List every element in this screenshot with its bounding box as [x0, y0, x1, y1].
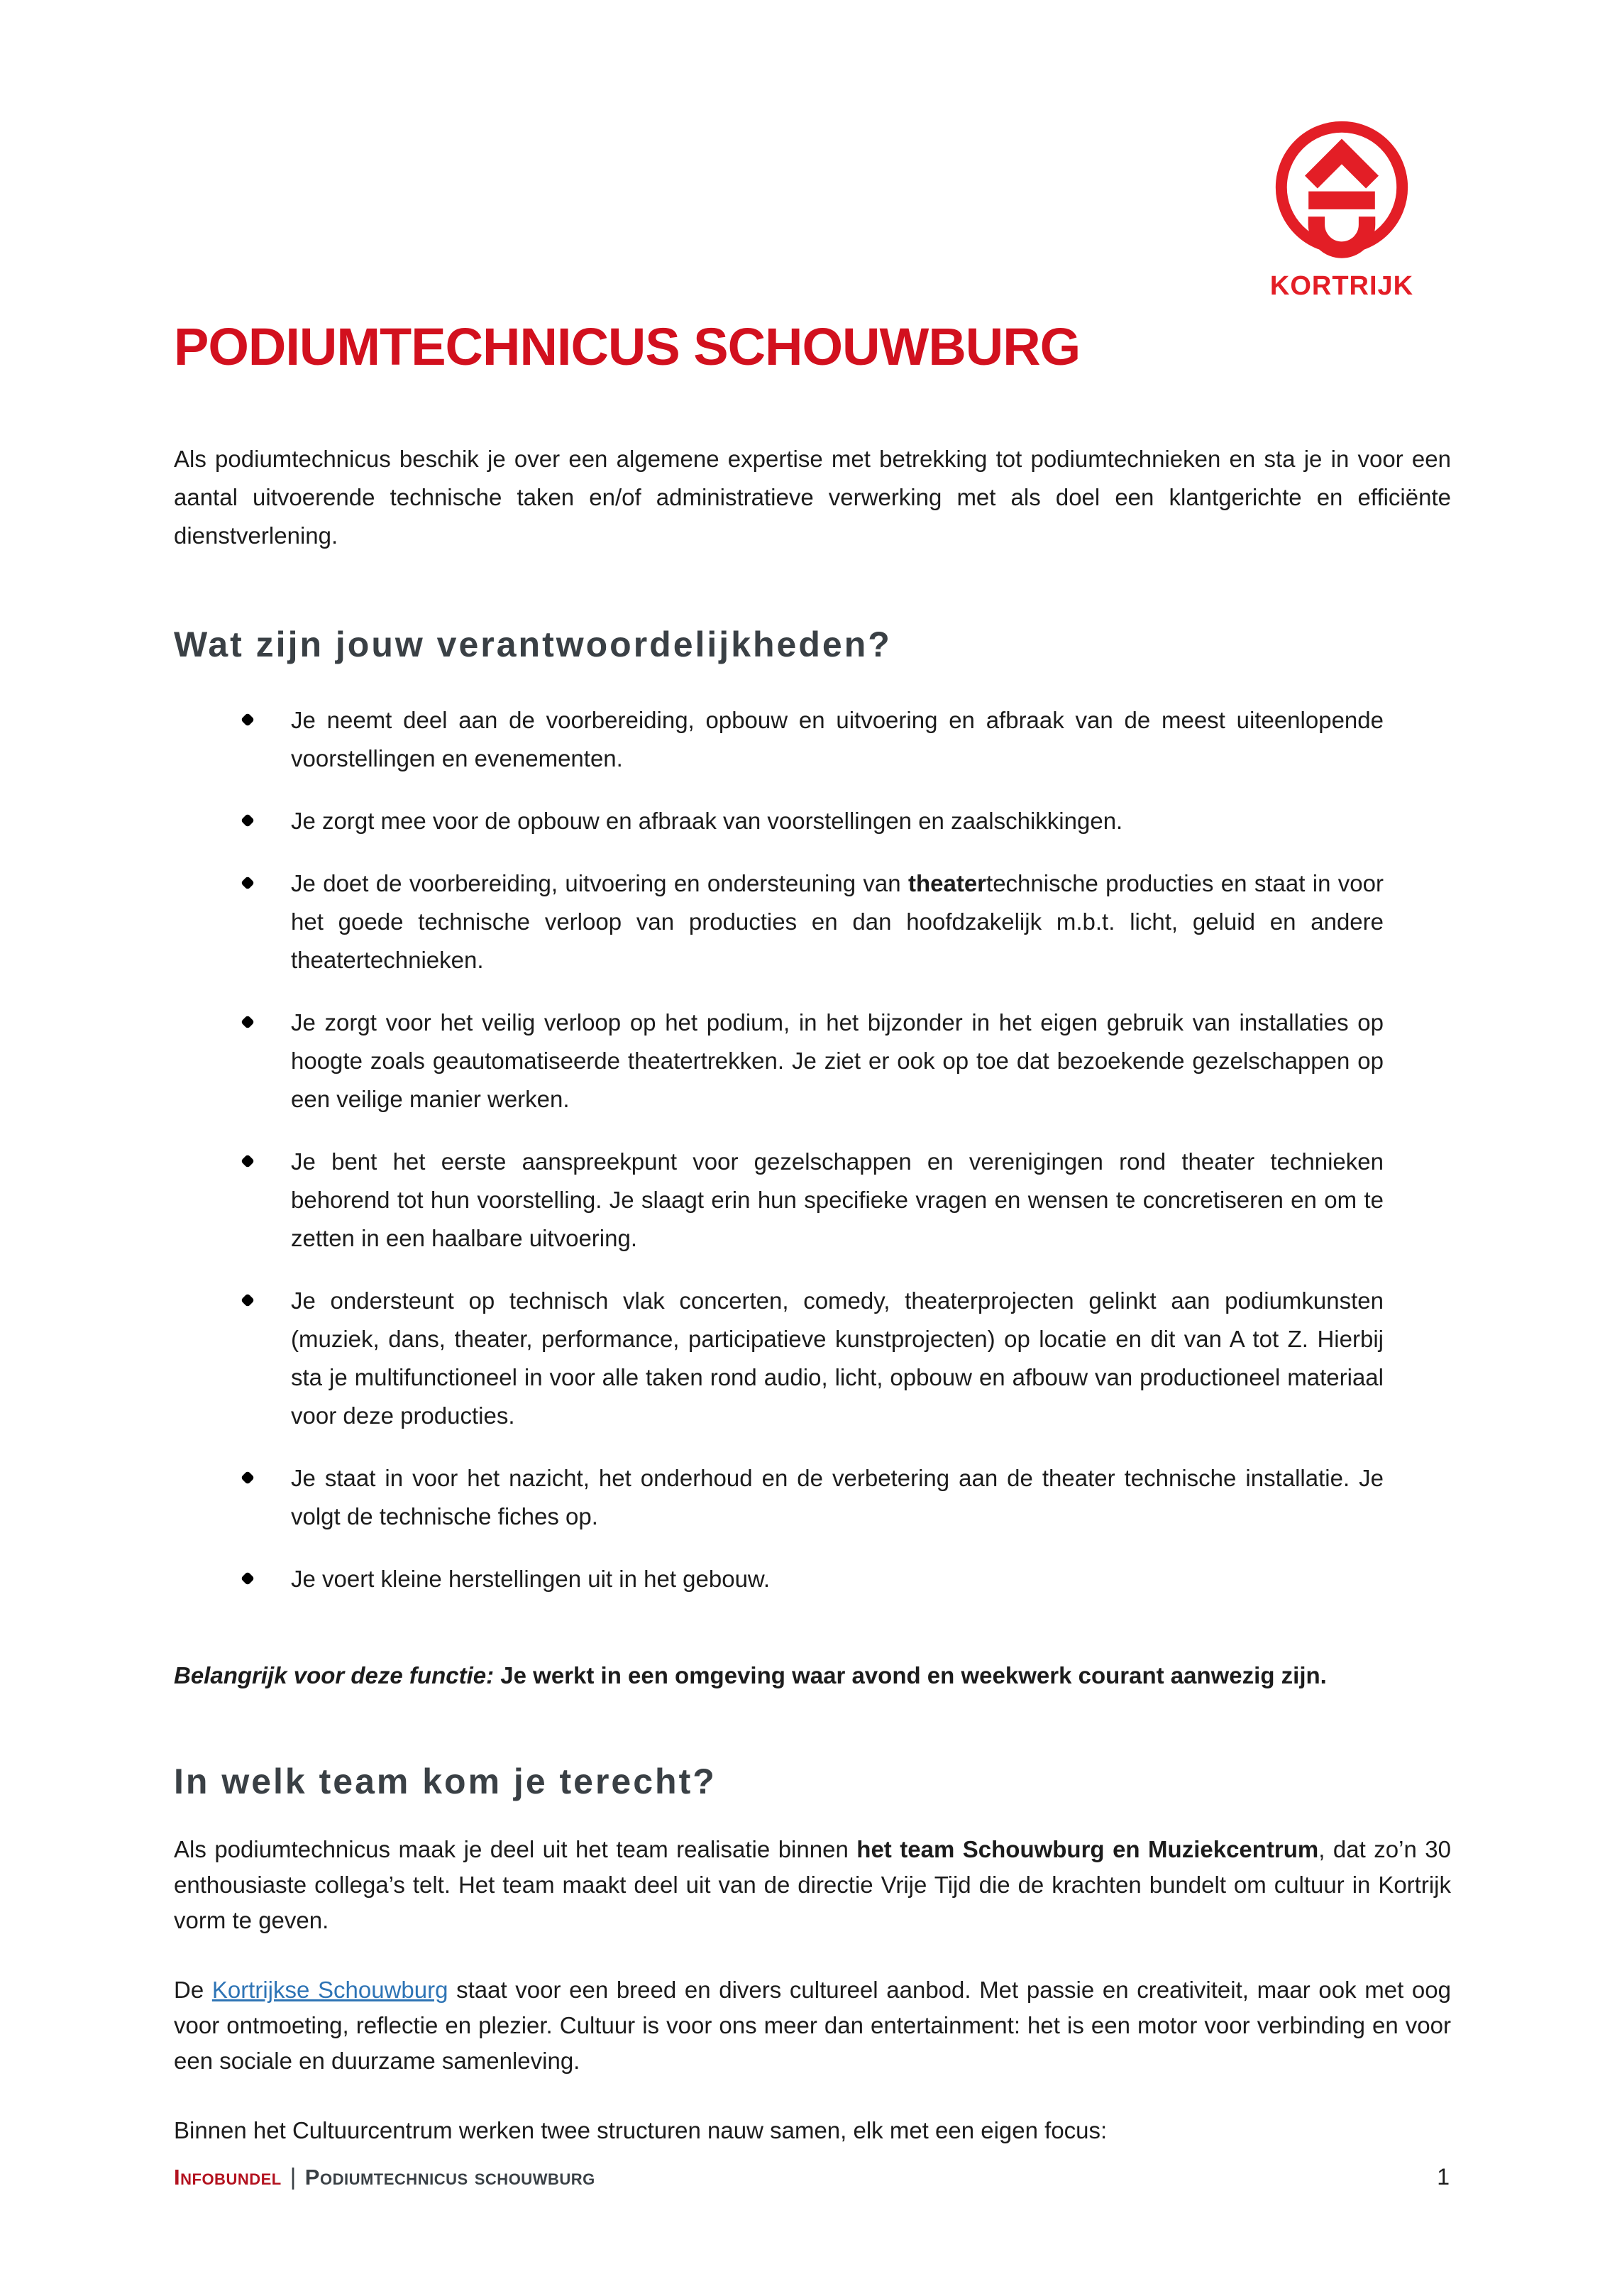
list-item: Je staat in voor het nazicht, het onderhoud en de verbetering aan de theater technische installatie. Je volgt de technische fiches op.: [174, 1459, 1451, 1536]
bullet-icon: [241, 1471, 255, 1485]
footer-left: [174, 2163, 595, 2190]
footer-infobundel-label: Infobundel: [174, 2165, 282, 2190]
bullet-icon: [241, 713, 255, 727]
document-content: [174, 0, 1451, 2148]
important-note-text: Je werkt in een omgeving waar avond en weekwerk courant aanwezig zijn.: [500, 1661, 1327, 1688]
intro-paragraph: Als podiumtechnicus beschik je over een algemene expertise met betrekking tot podiumtechnieken en sta je in voor een aantal uitvoerende technische taken en/of administratieve verwerking met als doel een klantgerichte en efficiënte dienstverlening.: [174, 446, 1451, 549]
list-item: Je zorgt voor het veilig verloop op het podium, in het bijzonder in het eigen gebruik van installaties op hoogte zoals geautomatiseerde theatertrekken. Je ziet er ook op toe dat bezoekende gezelschappen op een veilige manier werken.: [174, 1004, 1451, 1119]
footer-document-label: Podiumtechnicus schouwburg: [304, 2165, 595, 2190]
bullet-icon: [241, 876, 255, 890]
responsibilities-heading: Wat zijn jouw verantwoordelijkheden?: [174, 625, 892, 664]
list-item: Je ondersteunt op technisch vlak concerten, comedy, theaterprojecten gelinkt aan podiumkunsten (muziek, dans, theater, performance, participatieve kunstprojecten) op locatie en dit van A tot Z. Hierbij sta je multifunctioneel in voor alle taken rond audio, licht, opbouw en afbouw van productioneel materiaal voor deze producties.: [174, 1282, 1451, 1435]
bullet-icon: [241, 1293, 255, 1307]
list-item: Je voert kleine herstellingen uit in het gebouw.: [174, 1560, 1451, 1598]
bullet-icon: [241, 813, 255, 828]
kortrijkse-schouwburg-link[interactable]: Kortrijkse Schouwburg: [211, 1977, 448, 2003]
list-item: Je doet de voorbereiding, uitvoering en ondersteuning van theatertechnische producties en staat in voor het goede technische verloop van producties en dan hoofdzakelijk m.b.t. licht, geluid en andere theatertechnieken.: [174, 864, 1451, 979]
team-heading: In welk team kom je terecht?: [174, 1761, 717, 1801]
page-title: PODIUMTECHNICUS SCHOUWBURG: [174, 317, 1081, 376]
team-paragraph: Als podiumtechnicus maak je deel uit het team realisatie binnen het team Schouwburg en Muziekcentrum, dat zo’n 30 enthousiaste collega’s telt. Het team maakt deel uit van de directie Vrije Tijd die de krachten bundelt om cultuur in Kortrijk vorm te geven.: [174, 1836, 1451, 1933]
team-paragraph: De Kortrijkse Schouwburg staat voor een breed en divers cultureel aanbod. Met passie en creativiteit, maar ook met oog voor ontmoeting, reflectie en plezier. Cultuur is voor ons meer dan entertainment: het is een motor voor verbinding en voor een sociale en duurzame samenleving.: [174, 1977, 1451, 2074]
page-number: 1: [1437, 2164, 1450, 2190]
bullet-icon: [241, 1571, 255, 1586]
list-item: Je bent het eerste aanspreekpunt voor gezelschappen en verenigingen rond theater technieken behorend tot hun voorstelling. Je slaagt erin hun specifieke vragen en wensen te concretiseren en om te zetten in een haalbare uitvoering.: [174, 1143, 1451, 1258]
list-item: Je zorgt mee voor de opbouw en afbraak van voorstellingen en zaalschikkingen.: [174, 802, 1451, 840]
footer-separator: |: [289, 2163, 297, 2190]
bullet-icon: [241, 1015, 255, 1029]
page-footer: [174, 2163, 1450, 2190]
important-note-label: Belangrijk voor deze functie: [174, 1661, 487, 1688]
important-note: Belangrijk voor deze functie: Je werkt in een omgeving waar avond en weekwerk courant aanwezig zijn.: [174, 1661, 1327, 1688]
responsibilities-list: [174, 701, 1451, 1598]
team-paragraph: Binnen het Cultuurcentrum werken twee structuren nauw samen, elk met een eigen focus:: [174, 2117, 1108, 2143]
bullet-icon: [241, 1154, 255, 1168]
list-item: Je neemt deel aan de voorbereiding, opbouw en uitvoering en afbraak van de meest uiteenlopende voorstellingen en evenementen.: [174, 701, 1451, 778]
kortrijk-logo-wordmark: KORTRIJK: [1269, 271, 1414, 301]
